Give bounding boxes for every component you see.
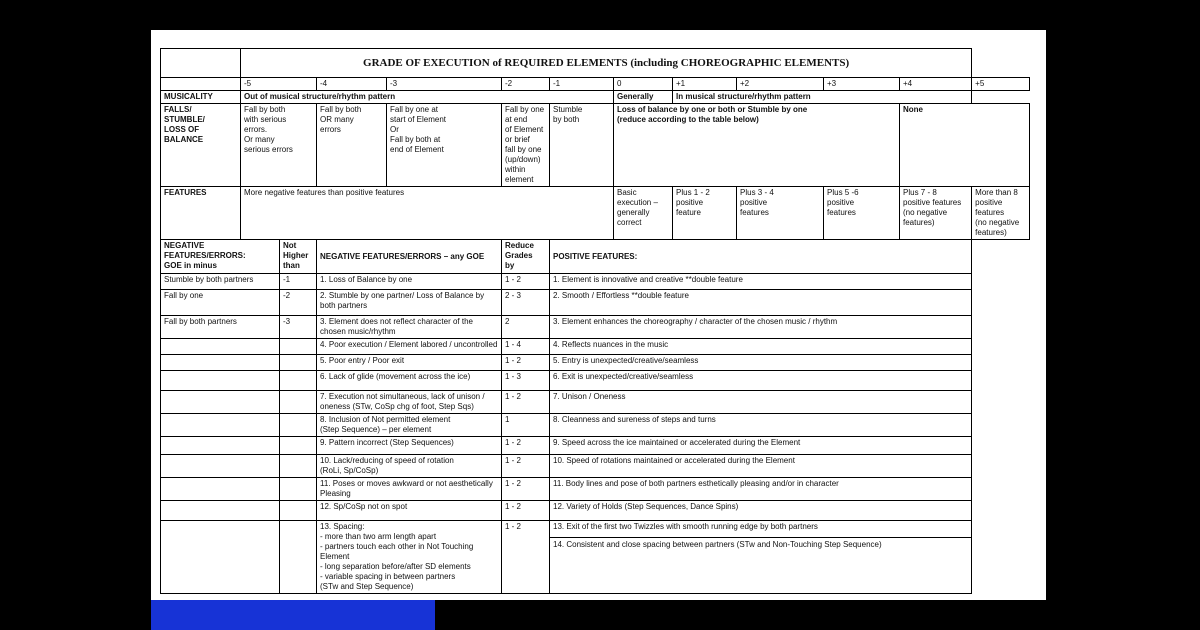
grade-cell: -3 bbox=[387, 78, 502, 91]
none-text: None bbox=[900, 104, 1030, 187]
loss-of-balance-text: Loss of balance by one or both or Stumble by one (reduce according to the table below) bbox=[614, 104, 900, 187]
reduce-value: 1 - 2 bbox=[502, 521, 550, 594]
negative-feature: 4. Poor execution / Element labored / uncontrolled bbox=[317, 339, 502, 355]
positive-feature: 7. Unison / Oneness bbox=[550, 391, 972, 414]
table-row bbox=[161, 339, 1030, 355]
goe-limit bbox=[280, 355, 317, 371]
negative-feature: 7. Execution not simultaneous, lack of unison / oneness (STw, CoSp chg of foot, Step Sqs) bbox=[317, 391, 502, 414]
grade-cell: +4 bbox=[900, 78, 972, 91]
positive-feature: 12. Variety of Holds (Step Sequences, Dance Spins) bbox=[550, 501, 972, 521]
features-negative: More negative features than positive features bbox=[241, 187, 614, 240]
features-cell: Plus 3 - 4 positive features bbox=[737, 187, 824, 240]
reduce-grades-header: Reduce Grades by bbox=[502, 240, 550, 274]
positive-feature: 1. Element is innovative and creative **double feature bbox=[550, 274, 972, 290]
reduce-value: 1 - 2 bbox=[502, 478, 550, 501]
spacing-row bbox=[161, 521, 1030, 594]
musicality-positive: In musical structure/rhythm pattern bbox=[673, 91, 972, 104]
positive-feature: 10. Speed of rotations maintained or accelerated during the Element bbox=[550, 455, 972, 478]
blue-footer-bar bbox=[151, 600, 435, 630]
grade-cell: 0 bbox=[614, 78, 673, 91]
positive-feature: 9. Speed across the ice maintained or accelerated during the Element bbox=[550, 437, 972, 455]
falls-cell: Fall by both OR many errors bbox=[317, 104, 387, 187]
positive-feature: 4. Reflects nuances in the music bbox=[550, 339, 972, 355]
goe-limit bbox=[280, 371, 317, 391]
feature-rows bbox=[161, 274, 1030, 521]
positive-feature: 2. Smooth / Effortless **double feature bbox=[550, 290, 972, 316]
musicality-row bbox=[161, 91, 1030, 104]
goe-limit bbox=[280, 478, 317, 501]
features-cell: Plus 5 -6 positive features bbox=[824, 187, 900, 240]
grade-cell: +3 bbox=[824, 78, 900, 91]
goe-error bbox=[161, 478, 280, 501]
negative-feature: 10. Lack/reducing of speed of rotation (RoLi, Sp/CoSp) bbox=[317, 455, 502, 478]
not-higher-header: Not Higher than bbox=[280, 240, 317, 274]
positive-feature: 6. Exit is unexpected/creative/seamless bbox=[550, 371, 972, 391]
positive-feature: 14. Consistent and close spacing between partners (STw and Non-Touching Step Sequence) bbox=[553, 540, 882, 549]
table-row bbox=[161, 478, 1030, 501]
row-label: MUSICALITY bbox=[161, 91, 241, 104]
negative-feature: 1. Loss of Balance by one bbox=[317, 274, 502, 290]
negative-feature: 5. Poor entry / Poor exit bbox=[317, 355, 502, 371]
positive-feature: 13. Exit of the first two Twizzles with smooth running edge by both partners bbox=[550, 521, 971, 538]
positive-feature: 11. Body lines and pose of both partners esthetically pleasing and/or in character bbox=[550, 478, 972, 501]
reduce-value: 2 - 3 bbox=[502, 290, 550, 316]
goe-error bbox=[161, 437, 280, 455]
goe-error: Fall by both partners bbox=[161, 316, 280, 339]
goe-error: Stumble by both partners bbox=[161, 274, 280, 290]
table-row bbox=[161, 437, 1030, 455]
falls-cell: Fall by both with serious errors. Or many serious errors bbox=[241, 104, 317, 187]
grade-row bbox=[161, 78, 1030, 91]
falls-cell: Stumble by both bbox=[550, 104, 614, 187]
row-label: FALLS/ STUMBLE/ LOSS OF BALANCE bbox=[161, 104, 241, 187]
features-cell: Plus 7 - 8 positive features (no negative features) bbox=[900, 187, 972, 240]
goe-limit bbox=[280, 414, 317, 437]
table-row bbox=[161, 274, 1030, 290]
table-row bbox=[161, 501, 1030, 521]
grade-cell: -2 bbox=[502, 78, 550, 91]
grade-cell: +2 bbox=[737, 78, 824, 91]
goe-limit bbox=[280, 455, 317, 478]
negative-feature: 11. Poses or moves awkward or not aesthetically Pleasing bbox=[317, 478, 502, 501]
table-title: GRADE OF EXECUTION of REQUIRED ELEMENTS (including CHOREOGRAPHIC ELEMENTS) bbox=[241, 49, 972, 78]
goe-error bbox=[161, 355, 280, 371]
features-row bbox=[161, 187, 1030, 240]
table-row bbox=[161, 455, 1030, 478]
features-cell: Basic execution – generally correct bbox=[614, 187, 673, 240]
table-row bbox=[161, 371, 1030, 391]
table-row bbox=[161, 290, 1030, 316]
musicality-negative: Out of musical structure/rhythm pattern bbox=[241, 91, 614, 104]
goe-error bbox=[161, 339, 280, 355]
goe-limit bbox=[280, 339, 317, 355]
grade-cell: -5 bbox=[241, 78, 317, 91]
musicality-zero: Generally bbox=[614, 91, 673, 104]
positive-feature: 5. Entry is unexpected/creative/seamless bbox=[550, 355, 972, 371]
grade-cell: +1 bbox=[673, 78, 737, 91]
negative-features-header: NEGATIVE FEATURES/ERRORS: GOE in minus bbox=[161, 240, 280, 274]
document-page bbox=[151, 30, 1046, 600]
reduce-value: 1 - 2 bbox=[502, 437, 550, 455]
goe-error: Fall by one bbox=[161, 290, 280, 316]
features-cell: More than 8 positive features (no negative features) bbox=[972, 187, 1030, 240]
goe-limit bbox=[280, 437, 317, 455]
goe-error bbox=[161, 455, 280, 478]
positive-features-header: POSITIVE FEATURES: bbox=[550, 240, 972, 274]
goe-error bbox=[161, 391, 280, 414]
table-row bbox=[161, 316, 1030, 339]
features-header-row bbox=[161, 240, 1030, 274]
reduce-value: 1 - 2 bbox=[502, 501, 550, 521]
negative-feature: 12. Sp/CoSp not on spot bbox=[317, 501, 502, 521]
reduce-value: 1 - 2 bbox=[502, 391, 550, 414]
goe-error bbox=[161, 371, 280, 391]
grade-cell: -1 bbox=[550, 78, 614, 91]
negative-feature: 3. Element does not reflect character of the chosen music/rhythm bbox=[317, 316, 502, 339]
negative-feature: 6. Lack of glide (movement across the ice) bbox=[317, 371, 502, 391]
goe-limit bbox=[280, 391, 317, 414]
goe-limit bbox=[280, 501, 317, 521]
features-cell: Plus 1 - 2 positive feature bbox=[673, 187, 737, 240]
positive-feature: 8. Cleanness and sureness of steps and turns bbox=[550, 414, 972, 437]
reduce-value: 1 - 2 bbox=[502, 355, 550, 371]
goe-limit: -1 bbox=[280, 274, 317, 290]
table-row bbox=[161, 414, 1030, 437]
grade-cell: +5 bbox=[972, 78, 1030, 91]
reduce-value: 2 bbox=[502, 316, 550, 339]
goe-table bbox=[160, 48, 1030, 594]
reduce-value: 1 - 3 bbox=[502, 371, 550, 391]
reduce-value: 1 - 2 bbox=[502, 455, 550, 478]
negative-feature: 2. Stumble by one partner/ Loss of Balance by both partners bbox=[317, 290, 502, 316]
negative-feature: 8. Inclusion of Not permitted element (Step Sequence) – per element bbox=[317, 414, 502, 437]
table-row bbox=[161, 355, 1030, 371]
reduce-value: 1 - 4 bbox=[502, 339, 550, 355]
falls-cell: Fall by one at start of Element Or Fall by both at end of Element bbox=[387, 104, 502, 187]
positive-feature: 3. Element enhances the choreography / character of the chosen music / rhythm bbox=[550, 316, 972, 339]
goe-error bbox=[161, 414, 280, 437]
reduce-value: 1 bbox=[502, 414, 550, 437]
goe-error bbox=[161, 501, 280, 521]
goe-limit: -3 bbox=[280, 316, 317, 339]
negative-feature: 13. Spacing: - more than two arm length apart - partners touch each other in Not Touching Element - long separation before/after SD elements - variable spacing in between partners (STw and Step Sequence) bbox=[317, 521, 502, 594]
negative-feature: 9. Pattern incorrect (Step Sequences) bbox=[317, 437, 502, 455]
falls-cell: Fall by one at end of Element or brief fall by one (up/down) within element bbox=[502, 104, 550, 187]
row-label: FEATURES bbox=[161, 187, 241, 240]
table-row bbox=[161, 391, 1030, 414]
title-row bbox=[161, 49, 1030, 78]
reduce-value: 1 - 2 bbox=[502, 274, 550, 290]
grade-cell: -4 bbox=[317, 78, 387, 91]
negative-errors-header: NEGATIVE FEATURES/ERRORS – any GOE bbox=[317, 240, 502, 274]
falls-row bbox=[161, 104, 1030, 187]
goe-limit: -2 bbox=[280, 290, 317, 316]
